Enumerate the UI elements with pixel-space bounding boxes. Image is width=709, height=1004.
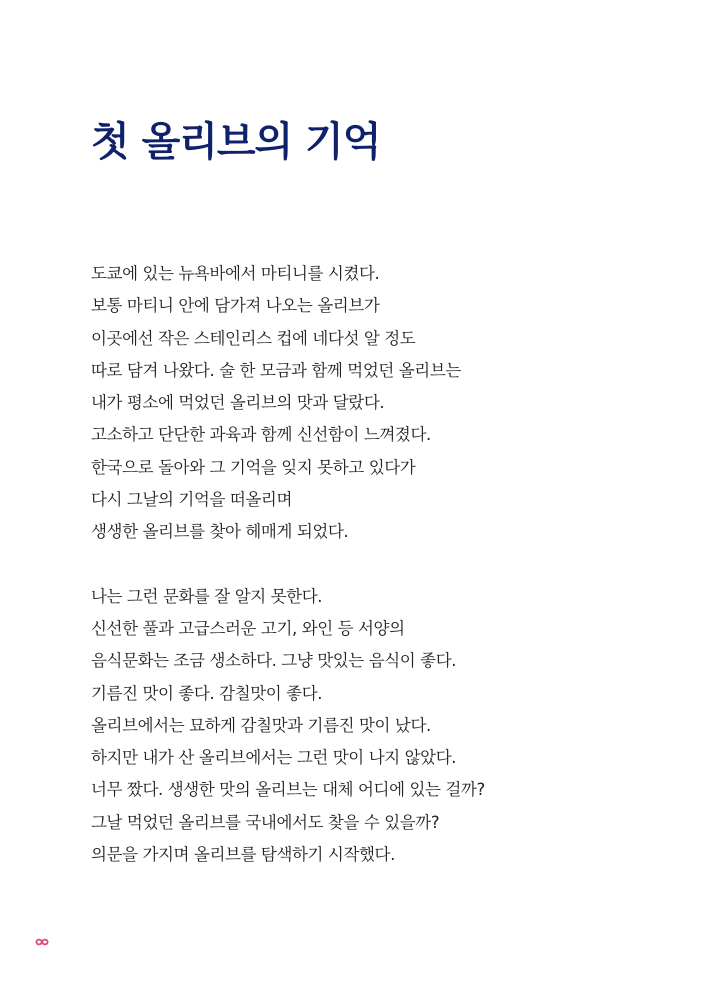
text-line: 이곳에선 작은 스테인리스 컵에 네다섯 알 정도	[91, 328, 416, 348]
text-line: 고소하고 단단한 과육과 함께 신선함이 느껴졌다.	[91, 425, 431, 445]
text-line: 기름진 맛이 좋다. 감칠맛이 좋다.	[91, 683, 323, 703]
body-text	[91, 258, 651, 871]
text-line: 생생한 올리브를 찾아 헤매게 되었다.	[91, 522, 349, 542]
paragraph-1	[91, 258, 651, 549]
text-line: 한국으로 돌아와 그 기억을 잊지 못하고 있다가	[91, 457, 416, 477]
text-line: 보통 마티니 안에 담가져 나오는 올리브가	[91, 296, 380, 316]
paragraph-2	[91, 581, 651, 872]
page-title: 첫 올리브의 기억	[91, 119, 381, 165]
text-line: 음식문화는 조금 생소하다. 그냥 맛있는 음식이 좋다.	[91, 651, 457, 671]
text-line: 도쿄에 있는 뉴욕바에서 마티니를 시켰다.	[91, 264, 380, 283]
text-line: 올리브에서는 묘하게 감칠맛과 기름진 맛이 났다.	[91, 715, 431, 735]
text-line: 따로 담겨 나왔다. 술 한 모금과 함께 먹었던 올리브는	[91, 360, 461, 380]
infinity-right-loop	[42, 940, 47, 945]
infinity-left-loop	[36, 940, 41, 945]
text-line: 하지만 내가 산 올리브에서는 그런 맛이 나지 않았다.	[91, 748, 457, 768]
text-line: 다시 그날의 기억을 떠올리며	[91, 490, 293, 510]
text-line: 의문을 가지며 올리브를 탐색하기 시작했다.	[91, 845, 395, 865]
infinity-icon	[35, 938, 49, 946]
text-line: 그날 먹었던 올리브를 국내에서도 찾을 수 있을까?	[91, 812, 440, 832]
text-line: 나는 그런 문화를 잘 알지 못한다.	[91, 586, 323, 606]
text-line: 내가 평소에 먹었던 올리브의 맛과 달랐다.	[91, 393, 385, 413]
text-line: 신선한 풀과 고급스러운 고기, 와인 등 서양의	[91, 618, 405, 638]
text-line: 너무 짰다. 생생한 맛의 올리브는 대체 어디에 있는 걸까?	[91, 780, 485, 800]
